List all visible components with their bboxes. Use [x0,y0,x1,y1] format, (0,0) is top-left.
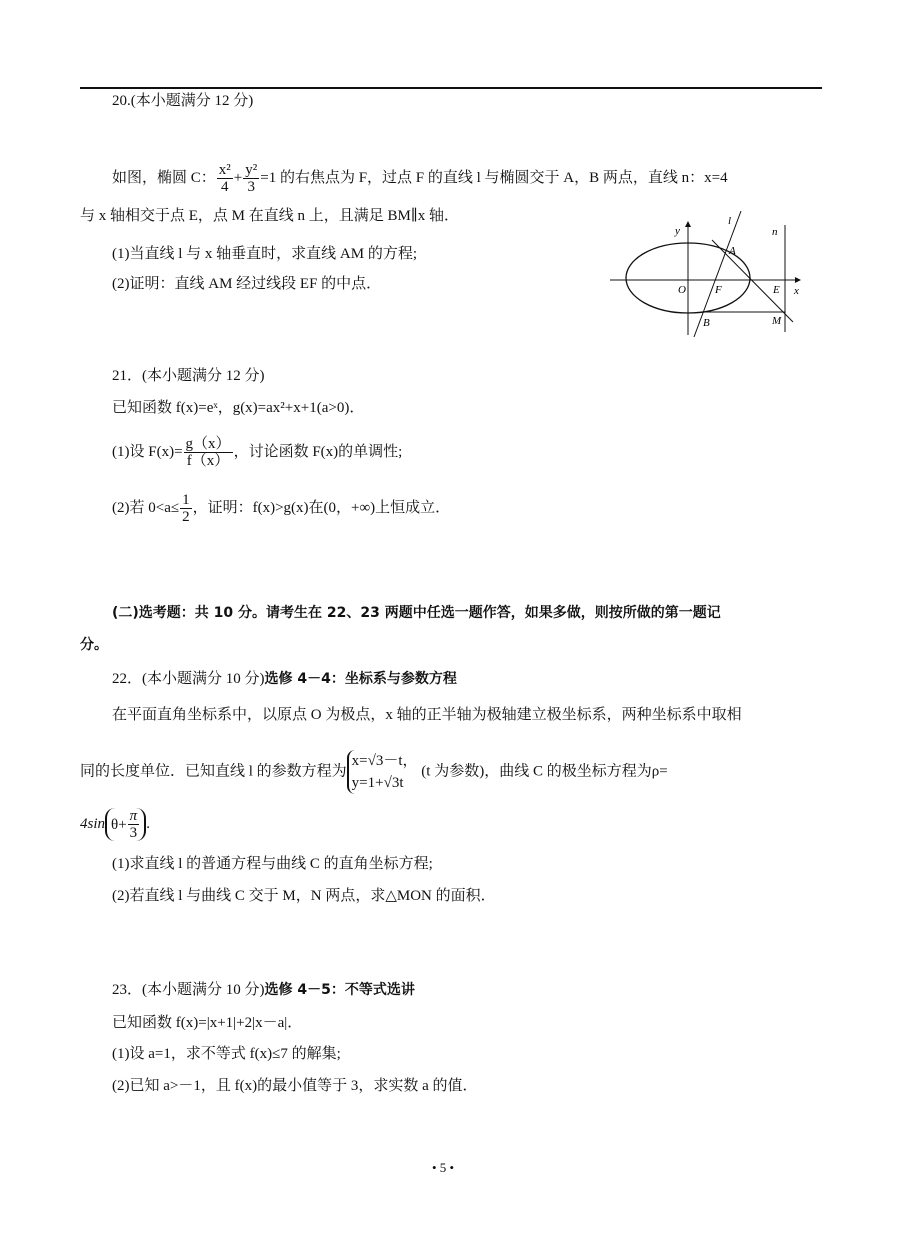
q23-title [112,980,415,1000]
q22-stem-line2 [80,750,668,794]
text: ，证明：f(x)>g(x)在(0，+∞)上恒成立． [192,499,451,516]
q23-stem: 已知函数 f(x)=|x+1|+2|x－a|． [112,1015,303,1031]
ellipse-figure [600,210,810,340]
text: 同的长度单位．已知直线 l 的参数方程为 [80,763,347,780]
q21-title: 21．(本小题满分 12 分) [112,368,265,384]
text: (2)若 0<a≤ [112,499,180,516]
text: 如图，椭圆 C： [112,169,216,186]
q23-part1: (1)设 a=1，求不等式 f(x)≤7 的解集; [112,1046,341,1062]
den: 4 [221,179,229,195]
label-m: M [772,315,782,327]
num: x² [218,162,231,178]
eq: y=1+√3t [351,775,404,791]
header-rule [80,87,822,89]
text: (t 为参数)，曲线 C 的极坐标方程为ρ= [417,763,668,780]
fraction-x2-4 [217,162,233,195]
q20-title: 20.(本小题满分 12 分) [112,93,254,109]
q22-title [112,669,457,689]
section2-line2: 分。 [80,637,108,653]
fraction-y2-3 [243,162,259,195]
den: 3 [129,825,138,841]
eq: x=√3－t， [351,753,418,769]
den: f（x） [186,453,230,469]
num: 1 [182,492,190,508]
q21-part1 [112,436,402,469]
q21-part2 [112,492,450,525]
label-l: l [728,215,732,227]
num: π [129,808,138,824]
fraction-half [180,492,192,525]
text: 选修 4－5：不等式选讲 [264,982,415,998]
fraction-pi-3 [128,808,140,841]
parametric-system [347,750,418,794]
fraction-gx-fx [184,436,233,469]
label-b: B [703,317,710,329]
label-a: A [729,245,736,257]
text: ，讨论函数 F(x)的单调性; [233,443,403,460]
text: + [233,169,243,186]
num: y² [245,162,258,178]
paren-expr [105,808,146,841]
text: 23．(本小题满分 10 分) [112,982,265,998]
q20-stem-line2: 与 x 轴相交于点 E，点 M 在直线 n 上，且满足 BM∥x 轴． [80,208,460,224]
text: =1 的右焦点为 F，过点 F 的直线 l 与椭圆交于 A，B 两点，直线 n：x=4 [260,169,728,186]
q22-part2: (2)若直线 l 与曲线 C 交于 M，N 两点，求△MON 的面积． [112,888,496,904]
line-l [694,211,741,337]
q20-part1: (1)当直线 l 与 x 轴垂直时，求直线 AM 的方程; [112,246,417,262]
q22-stem-line3: 4sin θ+ $\frac{\pi}{3}$ . [80,808,150,841]
text: 选修 4－4：坐标系与参数方程 [264,671,457,687]
section2-line1: (二)选考题：共 10 分。请考生在 22、23 两题中任选一题作答，如果多做，则按所做的第一题记 [112,605,721,621]
label-n: n [772,226,778,238]
text: (1)设 F(x)= [112,443,183,460]
den: 2 [182,509,190,525]
den: 3 [247,179,255,195]
label-x: x [794,285,799,297]
line-am [712,240,793,322]
label-o: O [678,284,686,296]
q22-part1: (1)求直线 l 的普通方程与曲线 C 的直角坐标方程; [112,856,433,872]
label-y: y [675,225,680,237]
q20-part2: (2)证明：直线 AM 经过线段 EF 的中点． [112,276,382,292]
text: 4sin [80,815,106,832]
label-f: F [715,284,722,296]
q21-stem: 已知函数 f(x)=eˣ，g(x)=ax²+x+1(a>0)． [112,400,365,416]
text: θ+ [111,816,127,833]
label-e: E [773,284,780,296]
q20-stem-line1 [112,162,728,195]
num: g（x） [185,436,231,452]
page-number: • 5 • [432,1160,455,1175]
q22-stem-line1: 在平面直角坐标系中，以原点 O 为极点，x 轴的正半轴为极轴建立极坐标系，两种坐标系中取相 [112,707,742,723]
q23-part2: (2)已知 a>－1，且 f(x)的最小值等于 3，求实数 a 的值． [112,1078,478,1094]
text: 22．(本小题满分 10 分) [112,671,265,687]
